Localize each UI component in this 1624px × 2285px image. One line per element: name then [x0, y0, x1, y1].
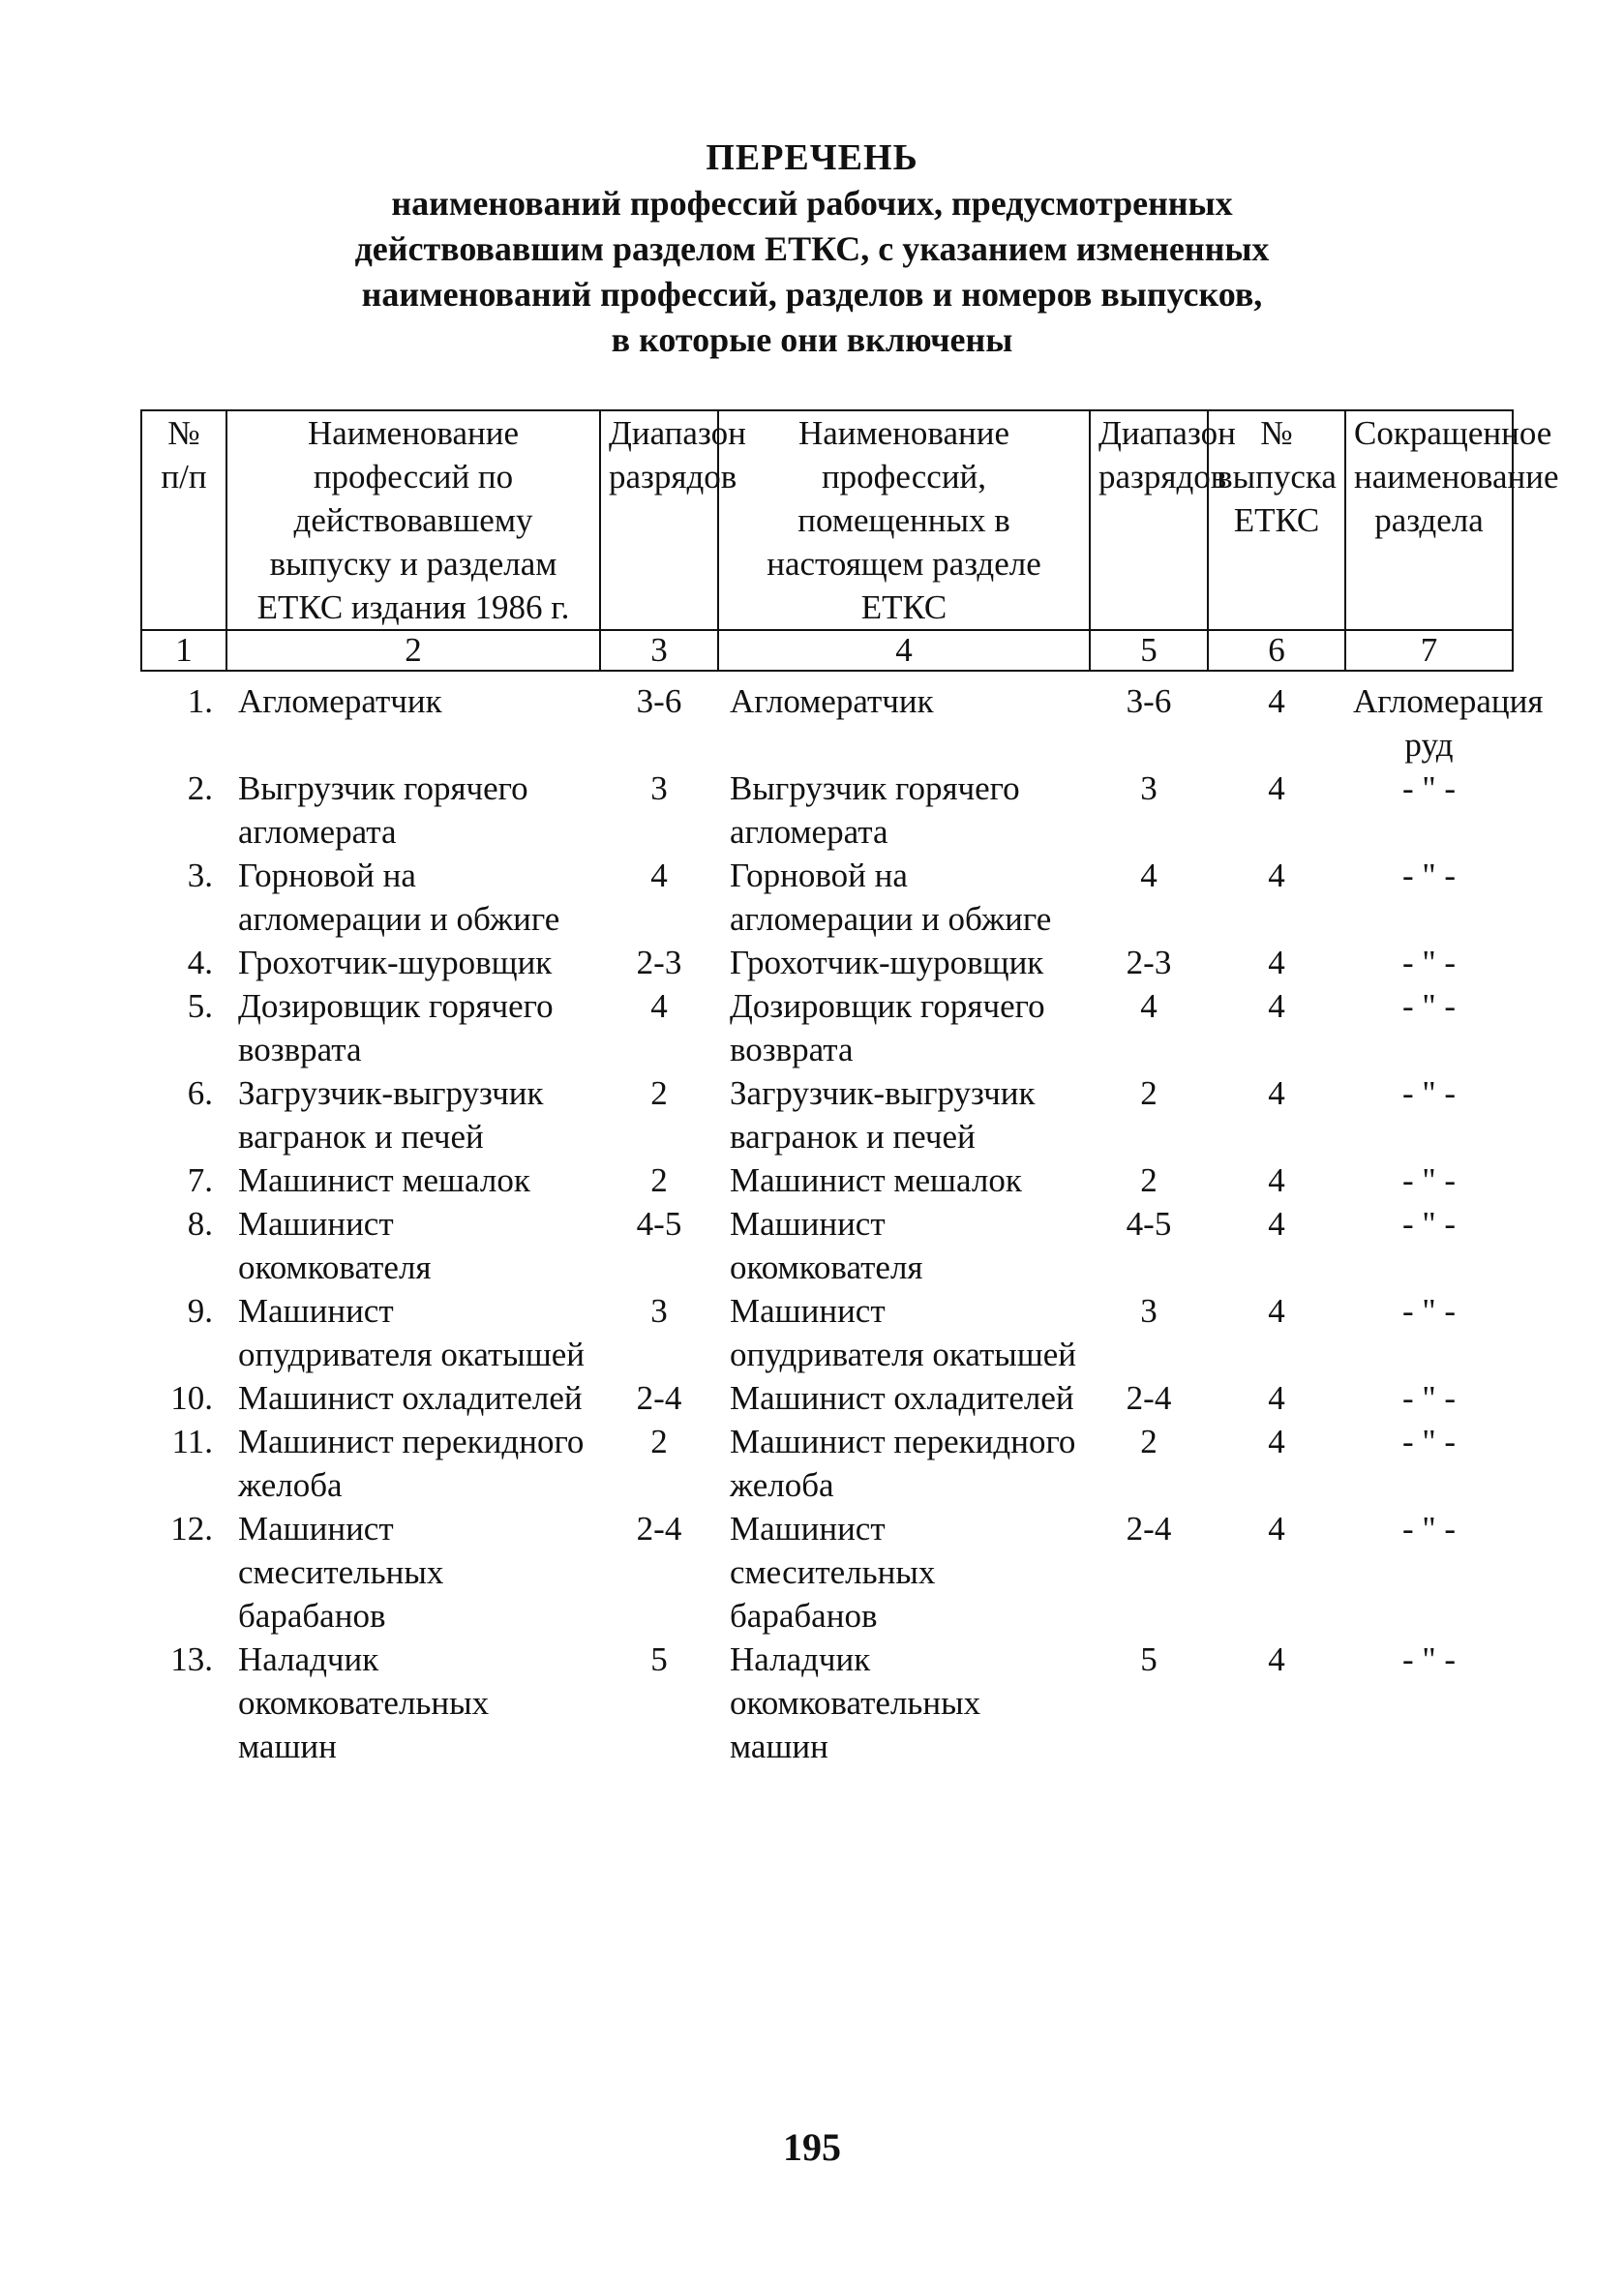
- new-grade-range: 4-5: [1126, 1205, 1172, 1243]
- title-line: действовавшим разделом ЕТКС, с указанием измененных: [354, 229, 1270, 268]
- section-name: - " -: [1401, 1161, 1457, 1199]
- section-name: - " -: [1401, 1510, 1457, 1548]
- old-grade-range: 4: [650, 987, 668, 1025]
- column-number: 2: [226, 630, 600, 671]
- header-new-name: Наименование профессий, помещенных в настоящем разделе ЕТКС: [718, 410, 1090, 630]
- header-old-range: Диапазон разрядов: [600, 410, 718, 630]
- table-row: [141, 1158, 1513, 1202]
- issue-number: 4: [1268, 1379, 1285, 1417]
- section-name: - " -: [1401, 1423, 1457, 1460]
- header-old-name: Наименование профессий по действовавшему выпуску и разделам ЕТКС издания 1986 г.: [226, 410, 600, 630]
- section-name: - " -: [1401, 987, 1457, 1025]
- old-profession-name: Машинист опудривателя окатышей: [238, 1292, 586, 1373]
- title-line: в которые они включены: [611, 320, 1013, 359]
- title-main: ПЕРЕЧЕНЬ: [706, 137, 918, 178]
- table-row: [141, 984, 1513, 1071]
- issue-number: 4: [1268, 1640, 1285, 1678]
- row-number: 2.: [187, 769, 213, 807]
- column-number: 7: [1345, 630, 1513, 671]
- column-number: 6: [1208, 630, 1345, 671]
- new-grade-range: 2: [1140, 1423, 1158, 1460]
- row-number: 10.: [170, 1379, 213, 1417]
- issue-number: 4: [1268, 769, 1285, 807]
- new-grade-range: 5: [1140, 1640, 1158, 1678]
- row-number: 4.: [187, 944, 213, 981]
- old-profession-name: Выгрузчик горячего агломерата: [238, 769, 528, 851]
- old-grade-range: 2: [650, 1161, 668, 1199]
- old-grade-range: 2-3: [636, 944, 682, 981]
- row-number: 1.: [187, 682, 213, 720]
- table-row: [141, 1638, 1513, 1768]
- old-profession-name: Наладчик окомковательных машин: [238, 1640, 490, 1765]
- new-profession-name: Машинист опудривателя окатышей: [730, 1292, 1077, 1373]
- new-grade-range: 3: [1140, 769, 1158, 807]
- new-profession-name: Наладчик окомковательных машин: [730, 1640, 981, 1765]
- new-profession-name: Выгрузчик горячего агломерата: [730, 769, 1020, 851]
- new-grade-range: 2: [1140, 1074, 1158, 1112]
- issue-number: 4: [1268, 1423, 1285, 1460]
- title-line: наименований профессий рабочих, предусмотренных: [391, 184, 1233, 223]
- section-name: Агломерация руд: [1353, 682, 1544, 764]
- new-grade-range: 3: [1140, 1292, 1158, 1330]
- old-profession-name: Машинист перекидного желоба: [238, 1423, 585, 1504]
- old-grade-range: 2: [650, 1423, 668, 1460]
- issue-number: 4: [1268, 1161, 1285, 1199]
- issue-number: 4: [1268, 1074, 1285, 1112]
- new-profession-name: Загрузчик-выгрузчик вагранок и печей: [730, 1074, 1036, 1156]
- header-issue: № выпуска ЕТКС: [1208, 410, 1345, 630]
- old-profession-name: Загрузчик-выгрузчик вагранок и печей: [238, 1074, 544, 1156]
- section-name: - " -: [1401, 769, 1457, 807]
- table-row: [141, 1289, 1513, 1376]
- page-number: 195: [783, 2125, 841, 2169]
- table-row: [141, 1507, 1513, 1638]
- title-line: наименований профессий, разделов и номеров выпусков,: [361, 275, 1263, 314]
- section-name: - " -: [1401, 1379, 1457, 1417]
- new-profession-name: Горновой на агломерации и обжиге: [730, 857, 1052, 938]
- issue-number: 4: [1268, 987, 1285, 1025]
- old-profession-name: Машинист мешалок: [238, 1161, 530, 1199]
- old-profession-name: Горновой на агломерации и обжиге: [238, 857, 560, 938]
- old-grade-range: 3: [650, 769, 668, 807]
- issue-number: 4: [1268, 1292, 1285, 1330]
- section-name: - " -: [1401, 857, 1457, 894]
- document-title: [0, 135, 1624, 363]
- new-profession-name: Агломератчик: [730, 682, 934, 720]
- column-number: 4: [718, 630, 1090, 671]
- new-profession-name: Машинист окомкователя: [730, 1205, 923, 1286]
- row-number: 3.: [187, 857, 213, 894]
- new-grade-range: 4: [1140, 857, 1158, 894]
- new-grade-range: 3-6: [1126, 682, 1172, 720]
- new-grade-range: 4: [1140, 987, 1158, 1025]
- old-grade-range: 4: [650, 857, 668, 894]
- issue-number: 4: [1268, 857, 1285, 894]
- new-profession-name: Машинист смесительных барабанов: [730, 1510, 936, 1635]
- table-row: [141, 767, 1513, 854]
- section-name: - " -: [1401, 1074, 1457, 1112]
- new-grade-range: 2-4: [1126, 1510, 1172, 1548]
- row-number: 9.: [187, 1292, 213, 1330]
- row-number: 6.: [187, 1074, 213, 1112]
- column-number: 3: [600, 630, 718, 671]
- header-section: Сокращенное наименование раздела: [1345, 410, 1513, 630]
- table-body: [141, 679, 1544, 1768]
- old-grade-range: 2-4: [636, 1510, 682, 1548]
- row-number: 5.: [187, 987, 213, 1025]
- issue-number: 4: [1268, 944, 1285, 981]
- issue-number: 4: [1268, 682, 1285, 720]
- new-profession-name: Грохотчик-шуровщик: [730, 944, 1044, 981]
- old-grade-range: 4-5: [636, 1205, 682, 1243]
- new-profession-name: Машинист охладителей: [730, 1379, 1074, 1417]
- old-profession-name: Машинист окомкователя: [238, 1205, 432, 1286]
- table-row: [141, 1202, 1513, 1289]
- table-row: [141, 1420, 1513, 1507]
- row-number: 8.: [187, 1205, 213, 1243]
- table-row: [141, 941, 1513, 984]
- row-number: 13.: [170, 1640, 213, 1678]
- old-grade-range: 2-4: [636, 1379, 682, 1417]
- issue-number: 4: [1268, 1510, 1285, 1548]
- section-name: - " -: [1401, 944, 1457, 981]
- row-number: 12.: [170, 1510, 213, 1548]
- table-row: [141, 1071, 1513, 1158]
- row-number: 7.: [187, 1161, 213, 1199]
- new-profession-name: Машинист перекидного желоба: [730, 1423, 1076, 1504]
- professions-table: [140, 409, 1559, 1768]
- old-profession-name: Машинист охладителей: [238, 1379, 583, 1417]
- section-name: - " -: [1401, 1640, 1457, 1678]
- old-profession-name: Машинист смесительных барабанов: [238, 1510, 444, 1635]
- old-profession-name: Агломератчик: [238, 682, 442, 720]
- old-profession-name: Грохотчик-шуровщик: [238, 944, 553, 981]
- section-name: - " -: [1401, 1205, 1457, 1243]
- header-new-range: Диапазон разрядов: [1090, 410, 1208, 630]
- new-grade-range: 2-4: [1126, 1379, 1172, 1417]
- new-profession-name: Машинист мешалок: [730, 1161, 1022, 1199]
- old-grade-range: 3-6: [636, 682, 682, 720]
- new-grade-range: 2: [1140, 1161, 1158, 1199]
- old-grade-range: 2: [650, 1074, 668, 1112]
- new-profession-name: Дозировщик горячего возврата: [730, 987, 1045, 1068]
- old-profession-name: Дозировщик горячего возврата: [238, 987, 554, 1068]
- header-number: № п/п: [141, 410, 226, 630]
- table-row: [141, 854, 1513, 941]
- column-number-row: [141, 630, 1513, 671]
- table-row: [141, 1376, 1513, 1420]
- section-name: - " -: [1401, 1292, 1457, 1330]
- table-row: [141, 679, 1513, 767]
- table-header-row: [141, 410, 1513, 630]
- old-grade-range: 3: [650, 1292, 668, 1330]
- row-number: 11.: [171, 1423, 213, 1460]
- new-grade-range: 2-3: [1126, 944, 1172, 981]
- column-number: 5: [1090, 630, 1208, 671]
- old-grade-range: 5: [650, 1640, 668, 1678]
- issue-number: 4: [1268, 1205, 1285, 1243]
- column-number: 1: [141, 630, 226, 671]
